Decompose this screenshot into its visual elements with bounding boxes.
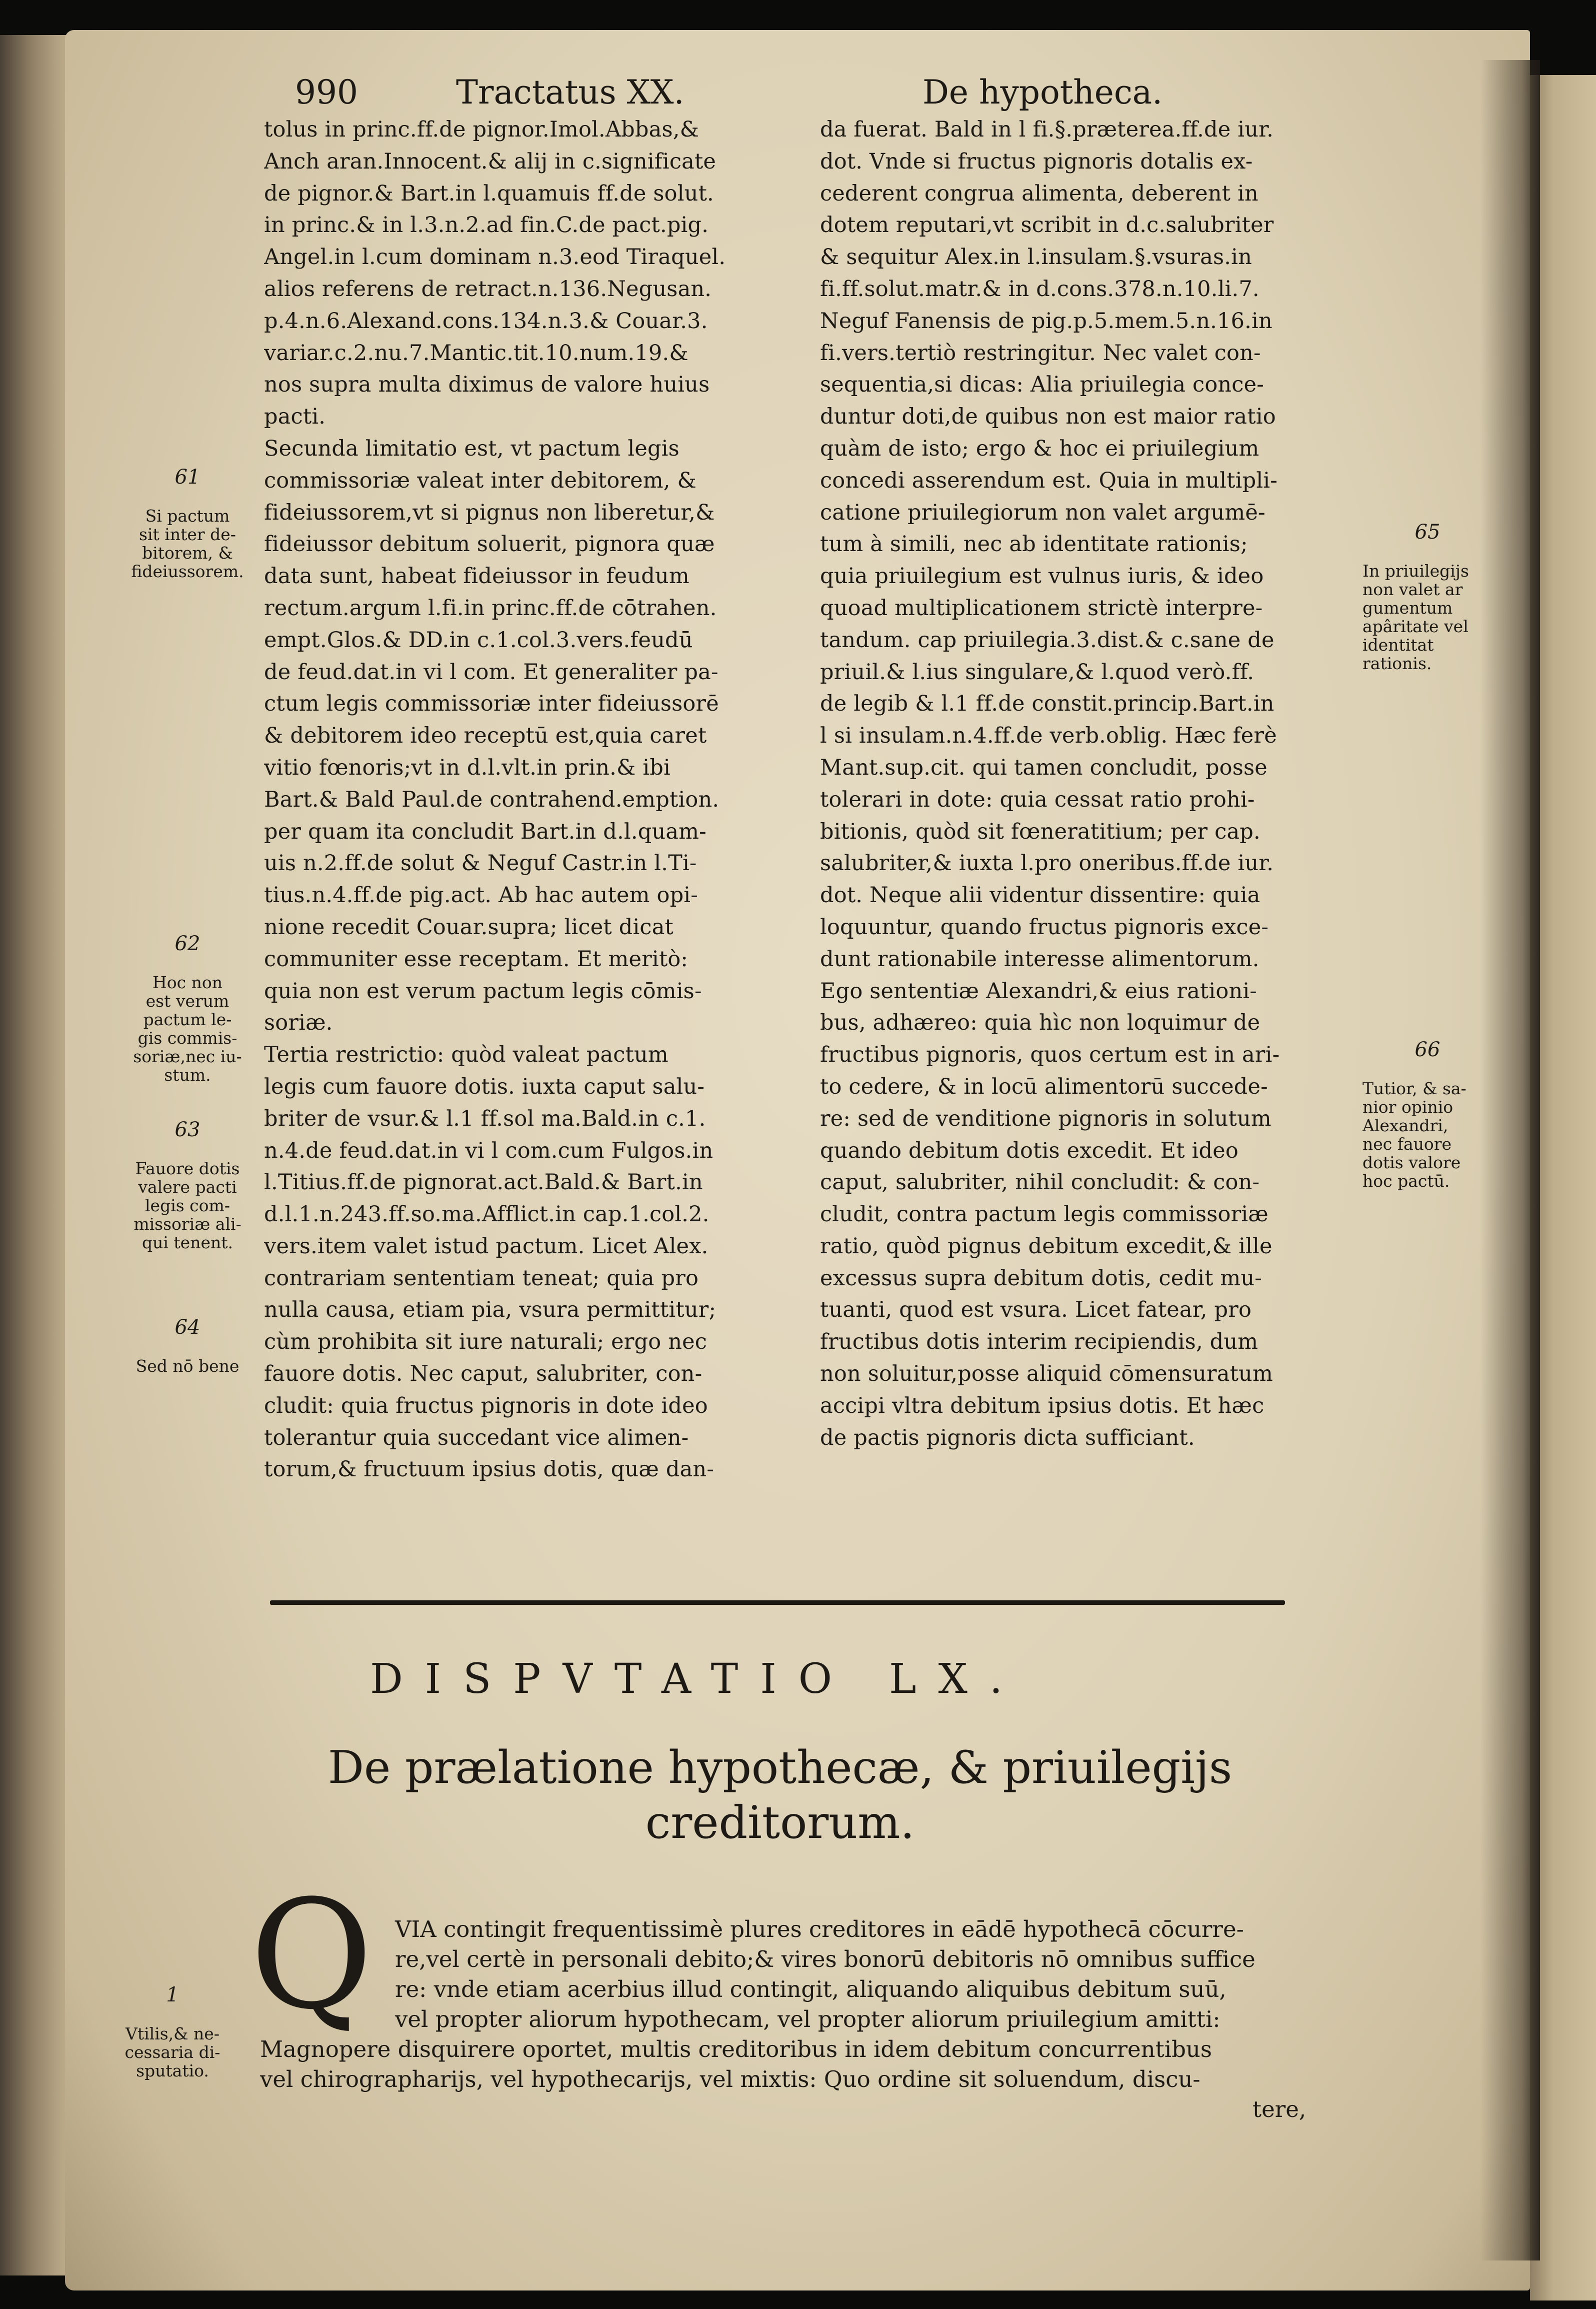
text-line: uis n.2.ff.de solut & Neguf Castr.in l.Ti- (264, 851, 697, 876)
text-line: ctum legis commissoriæ inter fideiussorē (264, 691, 719, 717)
text-line: fi.vers.tertiò restringitur. Nec valet con- (820, 340, 1261, 366)
text-line: vers.item valet istud pactum. Licet Alex. (264, 1233, 708, 1259)
text-line: Tertia restrictio: quòd valeat pactum (264, 1042, 668, 1068)
text-line: de pignor.& Bart.in l.quamuis ff.de solut. (264, 181, 714, 206)
margin-note-text: Si pactum sit inter de- bitorem, & fideiussorem. (131, 506, 244, 581)
margin-note-number: 65 (1414, 521, 1440, 544)
text-line: cludit: quia fructus pignoris in dote ideo (264, 1393, 708, 1418)
margin-note-1 (98, 1965, 248, 2080)
disputation-heading: DISPVTATIO LX. (370, 1655, 1024, 1703)
text-line: concedi asserendum est. Quia in multipli- (820, 468, 1278, 493)
text-line: d.l.1.n.243.ff.so.ma.Afflict.in cap.1.col.2. (264, 1202, 710, 1227)
margin-note-66 (1362, 1020, 1492, 1190)
text-line: Anch aran.Innocent.& alij in c.significate (264, 149, 716, 174)
text-line: bitionis, quòd sit fœneratitium; per cap. (820, 819, 1260, 844)
text-line: quoad multiplicationem strictè interpre- (820, 595, 1263, 621)
text-line: l.Titius.ff.de pignorat.act.Bald.& Bart.in (264, 1170, 703, 1195)
page-number: 990 (295, 73, 358, 112)
text-line: cederent congrua alimenta, deberent in (820, 181, 1258, 206)
text-line: bus, adhæreo: quia hìc non loquimur de (820, 1010, 1260, 1036)
text-line: dotem reputari,vt scribit in d.c.salubriter (820, 213, 1274, 238)
text-line: loquuntur, quando fructus pignoris exce- (820, 914, 1269, 940)
text-line: rectum.argum l.fi.in princ.ff.de cōtrahen. (264, 595, 717, 621)
text-line: duntur doti,de quibus non est maior ratio (820, 404, 1276, 430)
text-line: l si insulam.n.4.ff.de verb.oblig. Hæc ferè (820, 723, 1277, 749)
margin-note-number: 64 (174, 1316, 200, 1339)
text-line: sequentia,si dicas: Alia priuilegia conce- (820, 372, 1264, 398)
margin-note-text: In priuilegijs non valet ar gumentum apâritate vel identitat rationis. (1362, 561, 1469, 673)
text-line: tolerantur quia succedant vice alimen- (264, 1425, 689, 1450)
text-line: non soluitur,posse aliquid cōmensuratum (820, 1361, 1273, 1387)
text-line: tolerari in dote: quia cessat ratio prohi- (820, 787, 1255, 812)
margin-note-text: Fauore dotis valere pacti legis com- missoriæ ali- qui tenent. (134, 1159, 242, 1252)
text-line: tius.n.4.ff.de pig.act. Ab hac autem opi- (264, 883, 698, 908)
body-line: Magnopere disquirere oportet, multis creditoribus in idem debitum concurrentibus (260, 2036, 1212, 2062)
text-line: contrariam sententiam teneat; quia pro (264, 1265, 699, 1291)
body-line: vel propter aliorum hypothecam, vel propter aliorum priuilegium amitti: (395, 2006, 1220, 2032)
text-line: de pactis pignoris dicta sufficiant. (820, 1425, 1195, 1450)
body-line: re,vel certè in personali debito;& vires bonorū debitoris nō omnibus suffice (395, 1946, 1256, 1972)
text-line: dunt rationabile interesse alimentorum. (820, 946, 1260, 972)
text-line: variar.c.2.nu.7.Mantic.tit.10.num.19.& (264, 340, 688, 366)
text-line: fi.ff.solut.matr.& in d.cons.378.n.10.li.7. (820, 276, 1260, 302)
text-line: Mant.sup.cit. qui tamen concludit, posse (820, 755, 1268, 780)
text-line: vitio fœnoris;vt in d.l.vlt.in prin.& ibi (264, 755, 670, 780)
text-line: fructibus pignoris, quos certum est in ari- (820, 1042, 1280, 1068)
text-line: Angel.in l.cum dominam n.3.eod Tiraquel. (264, 245, 726, 270)
margin-note-63 (112, 1100, 262, 1252)
text-line: tum à simili, nec ab identitate rationis; (820, 532, 1248, 557)
margin-note-64 (112, 1298, 262, 1375)
text-line: dot. Neque alii videntur dissentire: quia (820, 883, 1260, 908)
body-line: re: vnde etiam acerbius illud contingit, aliquando aliquibus debitum suū, (395, 1976, 1226, 2002)
text-line: accipi vltra debitum ipsius dotis. Et hæc (820, 1393, 1264, 1418)
text-line: Secunda limitatio est, vt pactum legis (264, 436, 680, 461)
right-text-column (820, 114, 1348, 1454)
text-line: & sequitur Alex.in l.insulam.§.vsuras.in (820, 245, 1252, 270)
margin-note-61 (112, 448, 262, 581)
text-line: tolus in princ.ff.de pignor.Imol.Abbas,& (264, 117, 700, 142)
margin-note-number: 63 (174, 1118, 200, 1141)
text-line: soriæ. (264, 1010, 333, 1036)
disputation-subtitle-line-2: creditorum. (645, 1796, 915, 1849)
margin-note-number: 66 (1414, 1038, 1440, 1061)
text-line: fideiussorem,vt si pignus non liberetur,& (264, 500, 715, 525)
text-line: excessus supra debitum dotis, cedit mu- (820, 1265, 1262, 1291)
text-line: de legib & l.1 ff.de constit.princip.Bart.in (820, 691, 1274, 717)
body-line: tere, (1252, 2096, 1306, 2122)
text-line: pacti. (264, 404, 326, 430)
disputation-subtitle-line-1: De prælatione hypothecæ, & priuilegijs (328, 1741, 1232, 1794)
section-divider-rule (270, 1600, 1285, 1605)
text-line: quia non est verum pactum legis cōmis- (264, 978, 702, 1004)
margin-note-text: Vtilis,& ne- cessaria di- sputatio. (124, 2024, 220, 2080)
margin-note-65 (1362, 503, 1492, 673)
text-line: briter de vsur.& l.1 ff.sol ma.Bald.in c.1. (264, 1106, 706, 1131)
text-line: communiter esse receptam. Et meritò: (264, 946, 688, 972)
text-line: commissoriæ valeat inter debitorem, & (264, 468, 697, 493)
text-line: fructibus dotis interim recipiendis, dum (820, 1329, 1258, 1355)
running-title: Tractatus XX. (456, 73, 684, 112)
text-line: Ego sententiæ Alexandri,& eius rationi- (820, 978, 1258, 1004)
text-line: Neguf Fanensis de pig.p.5.mem.5.n.16.in (820, 308, 1272, 334)
text-line: nulla causa, etiam pia, vsura permittitur; (264, 1297, 716, 1323)
text-line: cùm prohibita sit iure naturali; ergo nec (264, 1329, 708, 1355)
text-line: catione priuilegiorum non valet argumē- (820, 500, 1266, 525)
margin-note-number: 61 (174, 466, 200, 489)
text-line: in princ.& in l.3.n.2.ad fin.C.de pact.pig. (264, 213, 709, 238)
text-line: p.4.n.6.Alexand.cons.134.n.3.& Couar.3. (264, 308, 708, 334)
running-subject: De hypotheca. (922, 73, 1163, 112)
text-line: per quam ita concludit Bart.in d.l.quam- (264, 819, 706, 844)
drop-cap-initial: Q (250, 1868, 373, 2042)
text-line: data sunt, habeat fideiussor in feudum (264, 564, 690, 589)
text-line: cludit, contra pactum legis commissoriæ (820, 1202, 1268, 1227)
text-line: tandum. cap priuilegia.3.dist.& c.sane de (820, 627, 1274, 653)
margin-note-text: Hoc non est verum pactum le- gis commis- soriæ,nec iu- stum. (133, 973, 242, 1085)
text-line: Bart.& Bald Paul.de contrahend.emption. (264, 787, 720, 812)
text-line: da fuerat. Bald in l fi.§.præterea.ff.de iur. (820, 117, 1274, 142)
text-line: quàm de isto; ergo & hoc ei priuilegium (820, 436, 1260, 461)
margin-note-number: 62 (174, 932, 200, 955)
text-line: fideiussor debitum soluerit, pignora quæ (264, 532, 715, 557)
text-line: fauore dotis. Nec caput, salubriter, con- (264, 1361, 702, 1387)
text-line: caput, salubriter, nihil concludit: & con- (820, 1170, 1260, 1195)
text-line: torum,& fructuum ipsius dotis, quæ dan- (264, 1457, 714, 1482)
text-line: legis cum fauore dotis. iuxta caput salu- (264, 1074, 705, 1099)
text-line: de feud.dat.in vi l com. Et generaliter pa- (264, 659, 718, 685)
text-line: priuil.& l.ius singulare,& l.quod verò.ff. (820, 659, 1254, 685)
text-line: to cedere, & in locū alimentorū succede- (820, 1074, 1268, 1099)
margin-note-62 (112, 914, 262, 1084)
text-line: tuanti, quod est vsura. Licet fatear, pro (820, 1297, 1252, 1323)
text-line: nione recedit Couar.supra; licet dicat (264, 914, 674, 940)
text-line: nos supra multa diximus de valore huius (264, 372, 710, 398)
text-line: empt.Glos.& DD.in c.1.col.3.vers.feudū (264, 627, 693, 653)
text-line: alios referens de retract.n.136.Negusan. (264, 276, 712, 302)
text-line: n.4.de feud.dat.in vi l com.cum Fulgos.in (264, 1138, 714, 1163)
text-line: ratio, quòd pignus debitum excedit,& ille (820, 1233, 1272, 1259)
book-page-edges-left (0, 35, 75, 2275)
text-line: re: sed de venditione pignoris in solutum (820, 1106, 1272, 1131)
body-line: VIA contingit frequentissimè plures creditores in eādē hypothecā cōcurre- (395, 1916, 1244, 1942)
margin-note-number: 1 (166, 1983, 179, 2006)
text-line: salubriter,& iuxta l.pro oneribus.ff.de iur. (820, 851, 1274, 876)
left-text-column (264, 114, 792, 1486)
disputation-subtitle (280, 1740, 1280, 1850)
body-line: vel chirographarijs, vel hypothecarijs, vel mixtis: Quo ordine sit soluendum, discu- (260, 2066, 1200, 2092)
text-line: quia priuilegium est vulnus iuris, & ideo (820, 564, 1264, 589)
margin-note-text: Sed nō bene (136, 1356, 240, 1376)
text-line: & debitorem ideo receptū est,quia caret (264, 723, 707, 749)
text-line: quando debitum dotis excedit. Et ideo (820, 1138, 1238, 1163)
text-line: dot. Vnde si fructus pignoris dotalis ex- (820, 149, 1253, 174)
margin-note-text: Tutior, & sa- nior opinio Alexandri, nec fauore dotis valore hoc pactū. (1362, 1079, 1466, 1191)
